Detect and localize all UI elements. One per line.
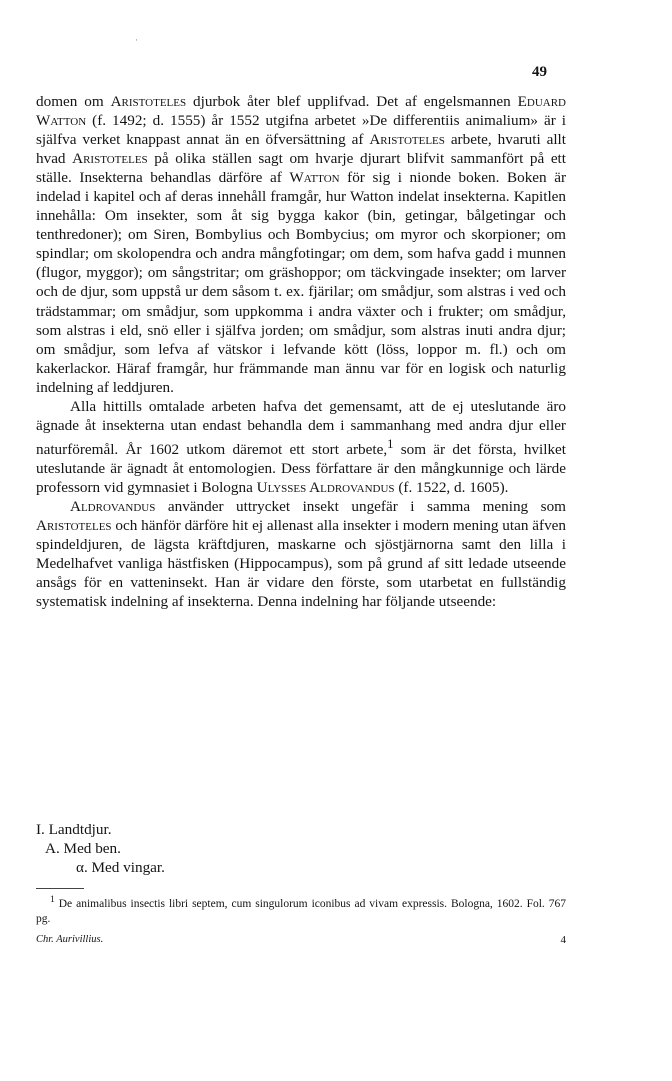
text-run: Alla hittills omtalade arbeten hafva det gemensamt, att de ej uteslutande äro ägnade åt insekterna utan endast behandla dem i sammanhang med andra djur eller naturföremål. År 1602 utkom däremot ett stort arbete, [36,397,566,458]
body-text [36,92,566,611]
footnote-reference: 1 [387,436,394,451]
text-run: och hänför därföre hit ej allenast alla insekter i modern mening utan äfven spindeldjuren, de lägsta kräftdjuren, maskarne och sjöstjärnorna samt den lilla i Medelhafvet vanliga hästfisken (Hippocampus), som på grund af sitt ledade utseende ansågs för en vatteninsekt. Han är vidare den förste, som utarbetat en fullständig systematisk indelning af insekterna. Denna indelning har följande utseende: [36,517,566,611]
footnote-text: De animalibus insectis libri septem, cum singulorum iconibus ad vivam expressis. Bologna, 1602. Fol. 767 pg. [36,897,566,925]
footnote-rule [36,888,84,889]
person-name: Aldrovandus [70,498,156,516]
text-run: som är det första, hvilket uteslutande är ägnadt åt entomologien. Dess författare är den mångkunnige och lärde professorn vid gymnasiet i Bologna [36,440,566,496]
print-speck: · [135,35,138,45]
sheet-signature: 4 [560,934,566,946]
text-run: på olika ställen sagt om hvarje djurart blifvit sammanfört på ett ställe. Insekterna behandlas därföre af [36,150,567,187]
paragraph-3 [36,497,566,611]
paragraph-2 [36,397,566,497]
person-name: Aristoteles [72,150,148,168]
person-name: Aristoteles [369,131,445,149]
outline-level-2: A. Med ben. [45,840,121,858]
page-number: 49 [532,64,547,80]
paragraph-1 [36,92,566,397]
text-run: (f. 1522, d. 1605). [394,479,509,496]
text-run: domen om [36,93,111,110]
author-signature: Chr. Aurivillius. [36,934,104,945]
text-run: för sig i nionde boken. Boken är indelad i kapitel och af deras innehåll framgår, hur Watton indelat insekterna. Kapitlen innehålla: Om insekter, som åt sig bygga kakor (bin, getingar, bålgetingar och tenthredoner); om Siren, Bombylius och Bombycius; om myror och skorpioner; om spindlar; om skolopendra och andra mångfotingar; om dem, som hafva gadd i munnen (flugor, myggor); om sångstritar; om gräshoppor; om täckvingade insekter; om larver och de djur, som uppstå ur dem såsom t. ex. fjärilar; om smådjur, som alstras i ved och trädstammar; om smådjur, som uppkomma i andra växter och i frukter; om smådjur, som alstras i eld, snö eller i själfva jorden; om smådjur, som alstras inuti andra djur; om smådjur, som lefva af vätskor i lefvande kött (löss, loppor m. fl.) och om kakerlackor. Häraf framgår, hur främmande man ännu var för en logisk och naturlig indelning af leddjuren. [36,169,567,396]
person-name: Aristoteles [110,93,187,110]
signature-line [36,934,566,945]
person-name: Ulysses Aldrovandus [256,479,395,496]
text-run: (f. 1492; d. 1555) år 1552 utgifna arbetet »De differentiis animalium» är i själfva verket knappast annat än en öfversättning af [36,112,566,149]
text-run: arbete, hvaruti allt hvad [36,131,566,168]
text-run: använder uttrycket insekt ungefär i samma mening som [155,498,566,516]
person-name: Aristoteles [36,517,112,535]
person-name: Eduard Watton [36,93,566,130]
outline-level-1: I. Landtdjur. [36,821,112,838]
footnote-marker: 1 [50,894,55,905]
footnote [36,892,566,927]
person-name: Watton [289,169,340,187]
outline-level-3: α. Med vingar. [76,859,165,877]
text-run: djurbok åter blef upplifvad. Det af engelsmannen [186,93,518,110]
classification-outline [36,820,165,877]
